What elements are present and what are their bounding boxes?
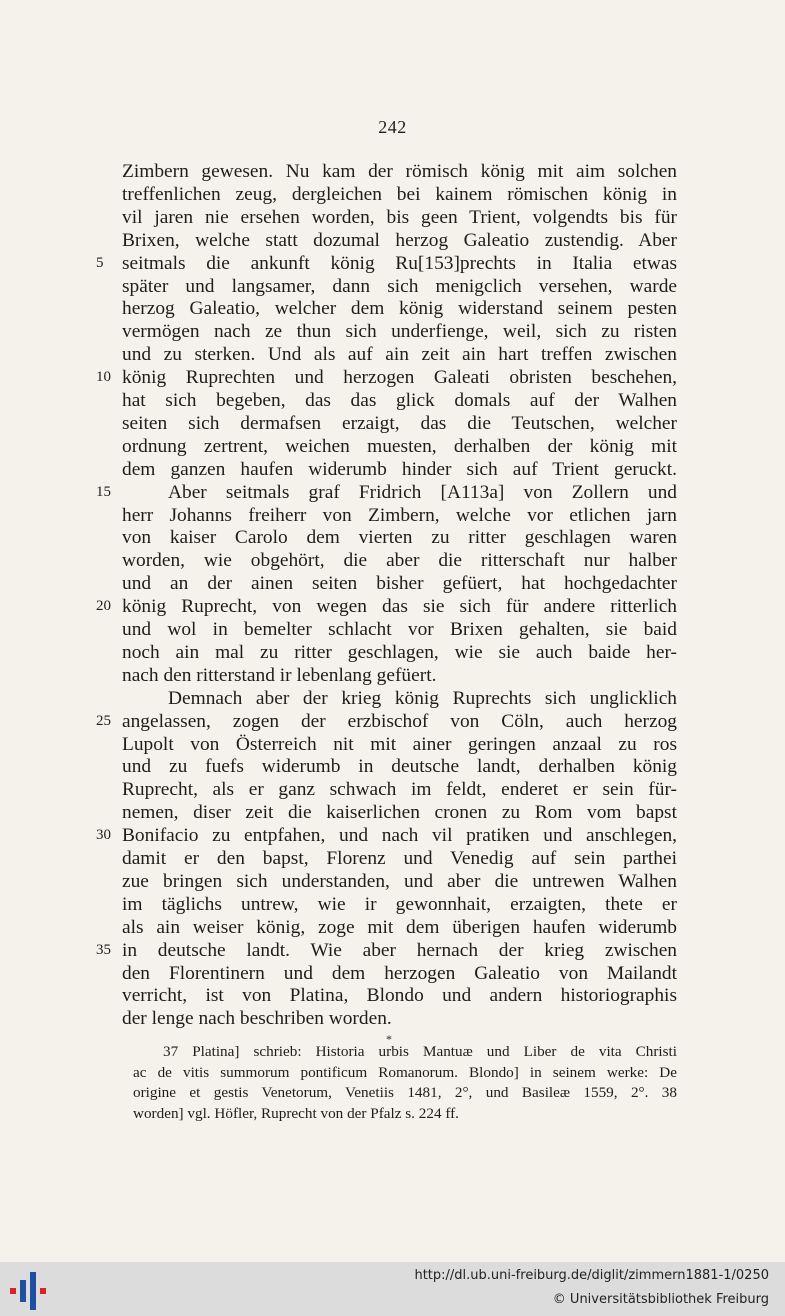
- text-line: hat sich begeben, das das glick domals auf der Walhen: [122, 390, 677, 411]
- text-line: im täglichs untrew, wie ir gewonnhait, erzaigten, thete er: [122, 894, 677, 915]
- text-line: in deutsche landt. Wie aber hernach der krieg zwischen: [122, 940, 677, 961]
- line-number: 25: [96, 713, 111, 729]
- text-line: dem ganzen haufen widerumb hinder sich auf Trient geruckt.: [122, 459, 677, 480]
- line-number: 20: [96, 598, 111, 614]
- text-line: seitmals die ankunft könig Ru[153]prechts in Italia etwas: [122, 253, 677, 274]
- text-line: nach den ritterstand ir lebenlang gefüert.: [122, 665, 437, 686]
- copyright-notice: © Universitätsbibliothek Freiburg: [552, 1292, 769, 1307]
- line-number: 10: [96, 369, 111, 385]
- text-line: Lupolt von Österreich nit mit ainer geringen anzaal zu ros: [122, 734, 677, 755]
- text-line: vil jaren nie ersehen worden, bis geen Trient, volgendts bis für: [122, 207, 677, 228]
- library-footer-bar: [0, 1262, 785, 1316]
- text-line: könig Ruprecht, von wegen das sie sich für andere ritterlich: [122, 596, 677, 617]
- text-line: herzog Galeatio, welcher dem könig widerstand seinem pesten: [122, 298, 677, 319]
- text-line: nemen, diser zeit die kaiserlichen cronen zu Rom vom bapst: [122, 802, 677, 823]
- line-number: 30: [96, 827, 111, 843]
- text-line: könig Ruprechten und herzogen Galeati obristen beschehen,: [122, 367, 677, 388]
- text-line: noch ain mal zu ritter geschlagen, wie sie auch baide her-: [122, 642, 677, 663]
- text-line: und an der ainen seiten bisher gefüert, hat hochgedachter: [122, 573, 677, 594]
- text-line: ordnung zertrent, weichen muesten, derhalben der könig mit: [122, 436, 677, 457]
- page-number: 242: [378, 117, 407, 137]
- text-line: vermögen nach ze thun sich underfienge, weil, sich zu risten: [122, 321, 677, 342]
- text-line: treffenlichen zeug, dergleichen bei kainem römischen könig in: [122, 184, 677, 205]
- text-line: und zu sterken. Und als auf ain zeit ain hart treffen zwischen: [122, 344, 677, 365]
- footnote-line: origine et gestis Venetorum, Venetiis 1481, 2°, und Basileæ 1559, 2°. 38: [133, 1084, 677, 1101]
- footnote-line: worden] vgl. Höfler, Ruprecht von der Pfalz s. 224 ff.: [133, 1105, 459, 1122]
- text-line: seiten sich dermafsen erzaigt, das die Teutschen, welcher: [122, 413, 677, 434]
- footnote-line: 37 Platina] schrieb: Historia urbis Mantuæ und Liber de vita Christi: [163, 1043, 677, 1060]
- text-line: als ain weiser könig, zoge mit dem überigen haufen widerumb: [122, 917, 677, 938]
- text-line: den Florentinern und dem herzogen Galeatio von Mailandt: [122, 963, 677, 984]
- text-line: herr Johanns freiherr von Zimbern, welche vor etlichen jarn: [122, 505, 677, 526]
- text-line: und zu fuefs widerumb in deutsche landt, derhalben könig: [122, 756, 677, 777]
- line-number: 35: [96, 942, 111, 958]
- text-line: angelassen, zogen der erzbischof von Cöln, auch herzog: [122, 711, 677, 732]
- text-line: und wol in bemelter schlacht vor Brixen gehalten, sie baid: [122, 619, 677, 640]
- document-url-link[interactable]: http://dl.ub.uni-freiburg.de/diglit/zimmern1881-1/0250: [414, 1268, 769, 1283]
- text-line: Zimbern gewesen. Nu kam der römisch könig mit aim solchen: [122, 161, 677, 182]
- line-number: 5: [96, 255, 104, 271]
- footnote-line: ac de vitis summorum pontificum Romanorum. Blondo] in seinem werke: De: [133, 1064, 677, 1081]
- text-line: von kaiser Carolo dem vierten zu ritter geschlagen waren: [122, 527, 677, 548]
- footnote-marker: *: [386, 1032, 392, 1046]
- text-line: Aber seitmals graf Fridrich [A113a] von Zollern und: [168, 482, 677, 503]
- line-number: 15: [96, 484, 111, 500]
- text-line: damit er den bapst, Florenz und Venedig auf sein parthei: [122, 848, 677, 869]
- text-line: Brixen, welche statt dozumal herzog Galeatio zustendig. Aber: [122, 230, 677, 251]
- ub-freiburg-logo-icon[interactable]: [10, 1272, 52, 1310]
- text-line: der lenge nach beschriben worden.: [122, 1008, 392, 1029]
- text-line: später und langsamer, dann sich menigclich versehen, warde: [122, 276, 677, 297]
- text-line: verricht, ist von Platina, Blondo und andern historiographis: [122, 985, 677, 1006]
- text-line: Demnach aber der krieg könig Ruprechts sich unglicklich: [168, 688, 677, 709]
- text-line: zue bringen sich understanden, und aber die untrewen Walhen: [122, 871, 677, 892]
- text-line: worden, wie obgehört, die aber die ritterschaft nur halber: [122, 550, 677, 571]
- text-line: Ruprecht, als er ganz schwach im feldt, enderet er sein für-: [122, 779, 677, 800]
- text-line: Bonifacio zu entpfahen, und nach vil pratiken und anschlegen,: [122, 825, 677, 846]
